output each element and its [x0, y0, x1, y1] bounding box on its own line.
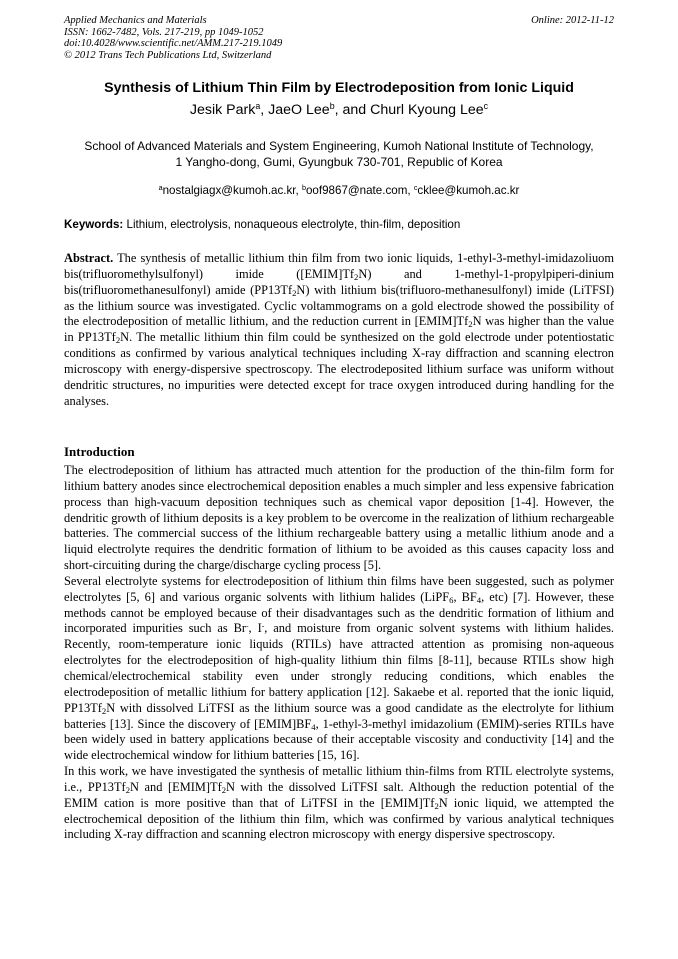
keywords: [64, 218, 624, 231]
author: Jesik Park$^a$,: [189, 101, 269, 118]
keywords-text: Lithium, electrolysis, nonaqueous electrolyte, thin-film, deposition: [123, 218, 461, 231]
paragraph: Several electrolyte systems for electrodeposition of lithium thin films have been suggested, such as polymer electrolytes [5, 6] and various organic solvents with lithium halides (LiPF$_6$, $BF_4$, etc) [7]. However, these methods cannot be employed because of their disadvantages such as the dendritic formation of lithium and incorporated impurities such as Br-, I-, and moisture from organic solvent systems with lithium halides. Recently, room-temperature ionic liquids (RTILs) have attracted attention as promising non-aqueous electrolytes for the electrodeposition of high-quality lithium thin films [8-11], because RTILs show high chemical/electrochemical stability even under strongly reducing conditions, which enables the electrodeposition of metallic lithium for battery application [12]. Sakaebe et al. reported that the ionic liquid, $PP13Tf_2N$ with dissolved LiTFSI as the lithium source was a good candidate as the electrolyte for lithium batteries [13]. Since the discovery of $[EMIM]BF_4$, 1-ethyl-3-methyl imidazolium (EMIM)-series RTILs have been widely used in battery applications because of their acceptable viscosity and conductivity [14] and the wide electrochemical window for lithium batteries [15, 16].: [64, 573, 615, 763]
abstract-label: Abstract.: [64, 251, 114, 265]
author-list: [40, 102, 638, 118]
paper-title: Synthesis of Lithium Thin Film by Electrodeposition from Ionic Liquid: [104, 80, 574, 96]
email-entry: $^b$oof9867@nate.com,: [301, 183, 414, 197]
email-entry: $^c$cklee@kumoh.ac.kr: [413, 183, 520, 197]
journal-header: [64, 15, 282, 61]
email-entry: $^a$nostalgiagx@kumoh.ac.kr,: [158, 183, 302, 197]
author: Churl Kyoung Lee$^c$: [370, 101, 489, 118]
journal-name: Applied Mechanics and Materials: [64, 15, 207, 26]
issn-line: ISSN: 1662-7482, Vols. 217-219, pp 1049-1052: [64, 26, 264, 38]
copyright-line: © 2012 Trans Tech Publications Ltd, Switzerland: [64, 49, 272, 61]
affiliation-line: School of Advanced Materials and System Engineering, Kumoh National Institute of Technology,: [84, 139, 594, 153]
paragraph: The electrodeposition of lithium has attracted much attention for the production of the thin-film form for lithium battery anodes since electrochemical deposition enables a much simpler and less expensive fabrication process than high-vacuum deposition techniques such as chemical vapor deposition [1-4]. However, the dendritic growth of lithium deposits is a key problem to be overcome in the realization of lithium rechargeable batteries. The commercial success of the lithium rechargeable battery using a metallic lithium anode and a liquid electrolyte requires the dendritic formation of lithium to be avoided as this causes capacity loss and short-circuiting during the charge/discharge cycling process [5].: [64, 463, 614, 573]
abstract-text: The synthesis of metallic lithium thin film from two ionic liquids, 1-ethyl-3-methyl-imidazoliuom bis(trifluoromethylsulfonyl) imide $([EMIM]Tf_2N)$ and 1-methyl-1-propylpiperi-dinium bis(trifluoromethanesulfonyl) amide $(PP13Tf_2N)$ with lithium bis(trifluoro-methanesulfonyl) imide (LiTFSI) as the lithium source was investigated. Cyclic voltammograms on a gold electrode showed the possibility of the electrodeposition of metallic lithium, and the reduction current in $[EMIM]Tf_2N$ was higher than the value in $PP13Tf_2N$. The metallic lithium thin film could be synthesized on the gold electrode under potentiostatic conditions as confirmed by various analytical techniques including X-ray diffraction and scanning electron microscopy with energy-dispersive spectroscopy. The electrodeposited lithium surface was uniform without dendritic structures, no impurities were detected except for trace oxygen introduced during handling for the analyses.: [64, 251, 615, 408]
affiliation: [40, 138, 638, 170]
introduction-body: [64, 463, 614, 843]
affiliation-line: 1 Yangho-dong, Gumi, Gyungbuk 730-701, Republic of Korea: [175, 155, 503, 169]
online-date: Online: 2012-11-12: [531, 15, 614, 26]
email-list: [40, 184, 638, 197]
doi-line: doi:10.4028/www.scientific.net/AMM.217-219.1049: [64, 38, 283, 50]
abstract: [64, 251, 614, 409]
keywords-label: Keywords:: [64, 218, 124, 231]
section-heading-introduction: Introduction: [64, 444, 135, 459]
paragraph: In this work, we have investigated the synthesis of metallic lithium thin-films from RTIL electrolyte systems, i.e., $PP13Tf_2N$ and $[EMIM]Tf_2N$ with the dissolved LiTFSI salt. Although the reduction potential of the EMIM cation is more positive than that of LiTFSI in the $[EMIM]Tf_2N$ ionic liquid, we attempted the electrochemical deposition of the lithium thin film, which was confirmed by various analytical techniques including X-ray diffraction and scanning electron microscopy with energy dispersive spectroscopy.: [64, 764, 614, 842]
author: JaeO Lee$^b$, and: [268, 101, 371, 118]
